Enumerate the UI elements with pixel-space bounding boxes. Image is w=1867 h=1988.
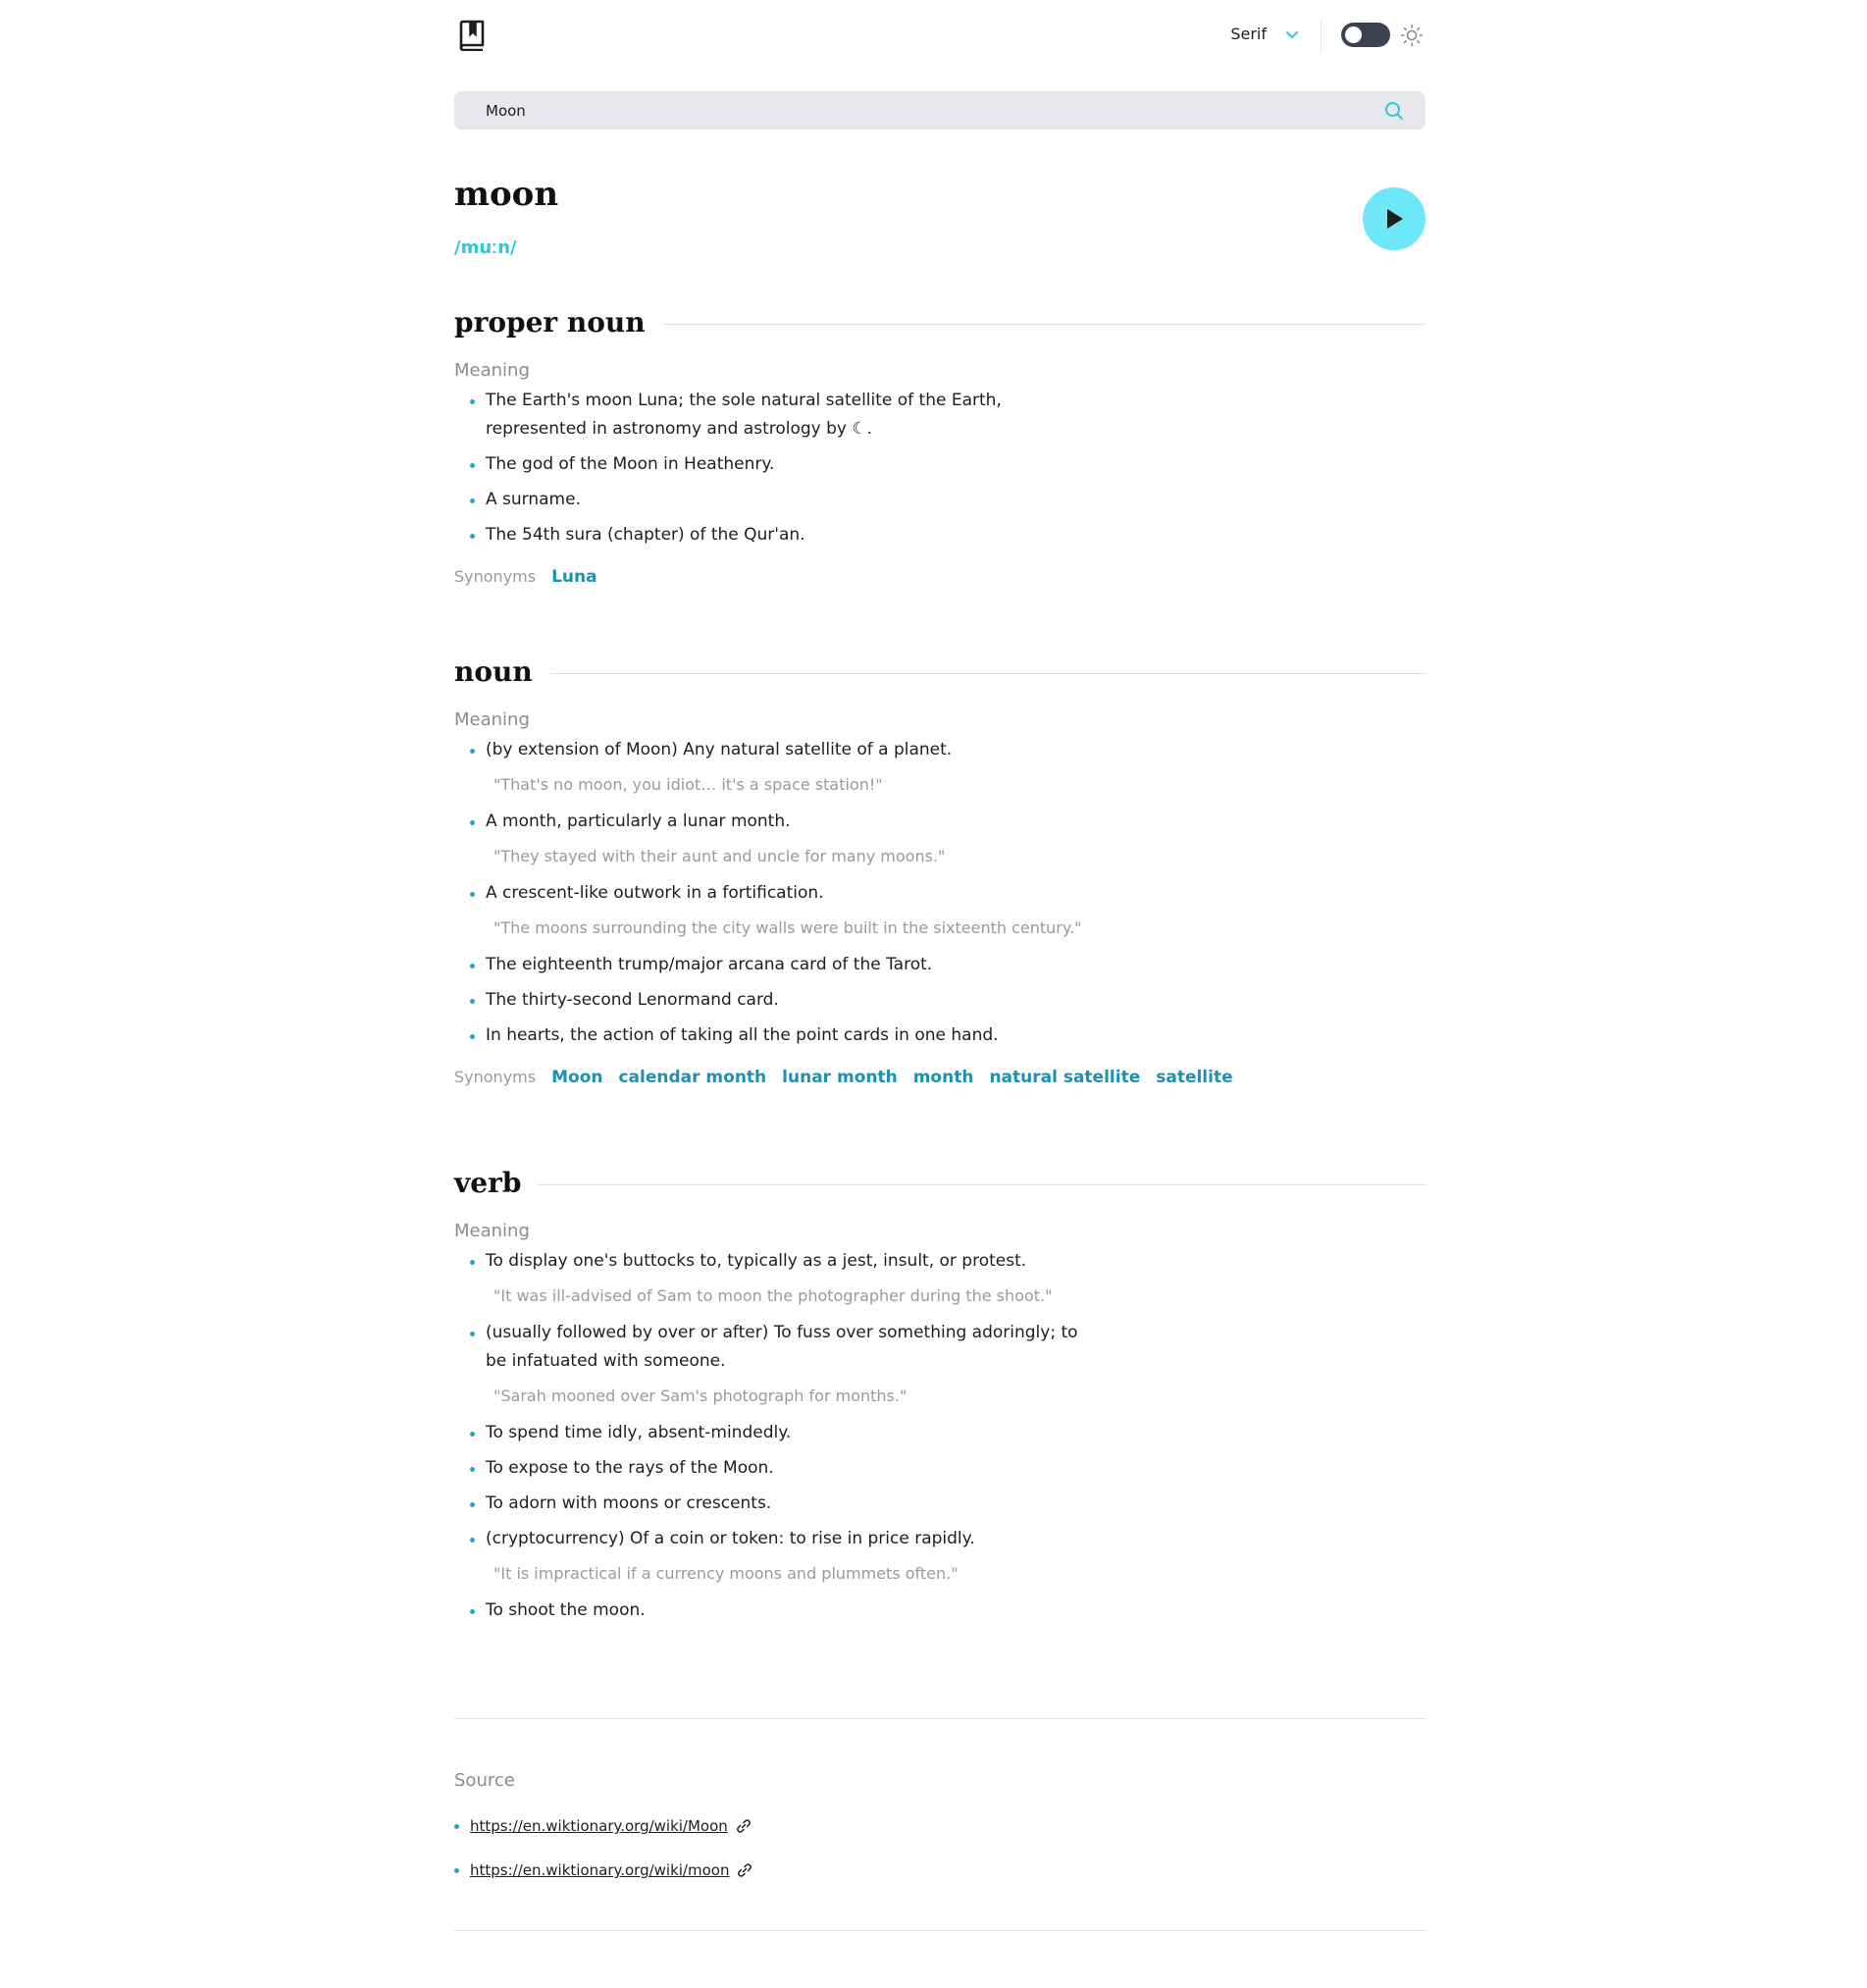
definition: (cryptocurrency) Of a coin or token: to rise in price rapidly. — [470, 1525, 1094, 1553]
meaning-label: Meaning — [454, 1221, 530, 1241]
definition: The Earth's moon Luna; the sole natural satellite of the Earth, represented in astronomy and astrology by ☾. — [470, 387, 1094, 444]
synonyms-row — [454, 1068, 1426, 1087]
definition: In hearts, the action of taking all the point cards in one hand. — [470, 1021, 1094, 1050]
example-text: "Sarah mooned over Sam's photograph for months." — [493, 1386, 908, 1405]
definition: (usually followed by over or after) To fuss over something adoringly; to be infatuated with someone. — [470, 1319, 1094, 1376]
play-audio-button[interactable] — [1363, 187, 1426, 250]
synonyms-label: Synonyms — [454, 567, 537, 586]
section-noun — [454, 655, 1426, 1087]
example-text: "It is impractical if a currency moons and plummets often." — [493, 1564, 959, 1583]
synonym-link[interactable]: Luna — [551, 567, 597, 587]
definition: To adorn with moons or crescents. — [470, 1490, 1094, 1518]
example-text: "That's no moon, you idiot… it's a space station!" — [493, 775, 883, 794]
definition: (by extension of Moon) Any natural satellite of a planet. — [470, 736, 1094, 764]
footer-divider-bottom — [454, 1930, 1426, 1931]
part-of-speech: noun — [454, 655, 533, 688]
definition: A month, particularly a lunar month. — [470, 808, 1094, 836]
synonym-link[interactable]: satellite — [1156, 1068, 1233, 1087]
toggle-knob — [1345, 26, 1362, 43]
play-icon — [1385, 208, 1405, 230]
definition: A crescent-like outwork in a fortification. — [470, 879, 1094, 908]
definition: To display one's buttocks to, typically as a jest, insult, or protest. — [470, 1247, 1094, 1276]
search-icon[interactable] — [1384, 101, 1404, 121]
dictionary-app — [454, 0, 1426, 1879]
definition-list — [454, 736, 1426, 1050]
phonetic: /muːn/ — [454, 237, 517, 258]
definition-list — [454, 1247, 1426, 1625]
synonym-link[interactable]: calendar month — [618, 1068, 767, 1087]
font-selector[interactable] — [1230, 25, 1300, 43]
external-link-icon — [736, 1818, 752, 1834]
header-divider — [1321, 20, 1322, 53]
search-bar — [454, 91, 1426, 130]
definition: The thirty-second Lenormand card. — [470, 986, 1094, 1015]
section-verb — [454, 1167, 1426, 1632]
theme-toggle[interactable] — [1341, 23, 1390, 47]
definition: The 54th sura (chapter) of the Qur'an. — [470, 521, 1094, 549]
example-text: "The moons surrounding the city walls were built in the sixteenth century." — [493, 918, 1082, 937]
example-text: "It was ill-advised of Sam to moon the photographer during the shoot." — [493, 1286, 1053, 1305]
divider — [539, 1184, 1426, 1185]
external-link-icon — [737, 1862, 752, 1878]
divider — [550, 673, 1426, 674]
chevron-down-icon — [1284, 26, 1300, 42]
headword: moon — [454, 175, 559, 214]
font-selector-label: Serif — [1230, 25, 1267, 43]
synonym-link[interactable]: Moon — [551, 1068, 603, 1087]
source-item — [454, 1861, 752, 1879]
synonym-link[interactable]: lunar month — [782, 1068, 898, 1087]
definition-list — [454, 387, 1426, 549]
definition: A surname. — [470, 486, 1094, 514]
synonym-link[interactable]: natural satellite — [989, 1068, 1141, 1087]
definition: The eighteenth trump/major arcana card of the Tarot. — [470, 951, 1094, 979]
source-label: Source — [454, 1770, 515, 1791]
book-logo-icon[interactable] — [457, 20, 487, 51]
definition: The god of the Moon in Heathenry. — [470, 450, 1094, 479]
source-link[interactable]: https://en.wiktionary.org/wiki/moon — [470, 1861, 730, 1879]
definition: To spend time idly, absent-mindedly. — [470, 1419, 1094, 1447]
synonyms-row — [454, 567, 1426, 587]
meaning-label: Meaning — [454, 360, 530, 381]
footer-divider — [454, 1718, 1426, 1719]
part-of-speech: proper noun — [454, 306, 646, 339]
synonyms-label: Synonyms — [454, 1068, 537, 1086]
bullet — [454, 1868, 459, 1873]
source-link[interactable]: https://en.wiktionary.org/wiki/Moon — [470, 1817, 728, 1835]
part-of-speech: verb — [454, 1167, 522, 1199]
source-item — [454, 1817, 752, 1835]
section-proper-noun — [454, 306, 1426, 587]
meaning-label: Meaning — [454, 709, 530, 730]
definition: To expose to the rays of the Moon. — [470, 1454, 1094, 1483]
example-text: "They stayed with their aunt and uncle for many moons." — [493, 847, 946, 865]
bullet — [454, 1824, 459, 1829]
divider — [663, 324, 1426, 325]
definition: To shoot the moon. — [470, 1596, 1094, 1625]
header — [454, 0, 1426, 71]
synonym-link[interactable]: month — [912, 1068, 974, 1087]
search-input[interactable] — [454, 91, 1369, 130]
sun-icon — [1400, 24, 1424, 47]
